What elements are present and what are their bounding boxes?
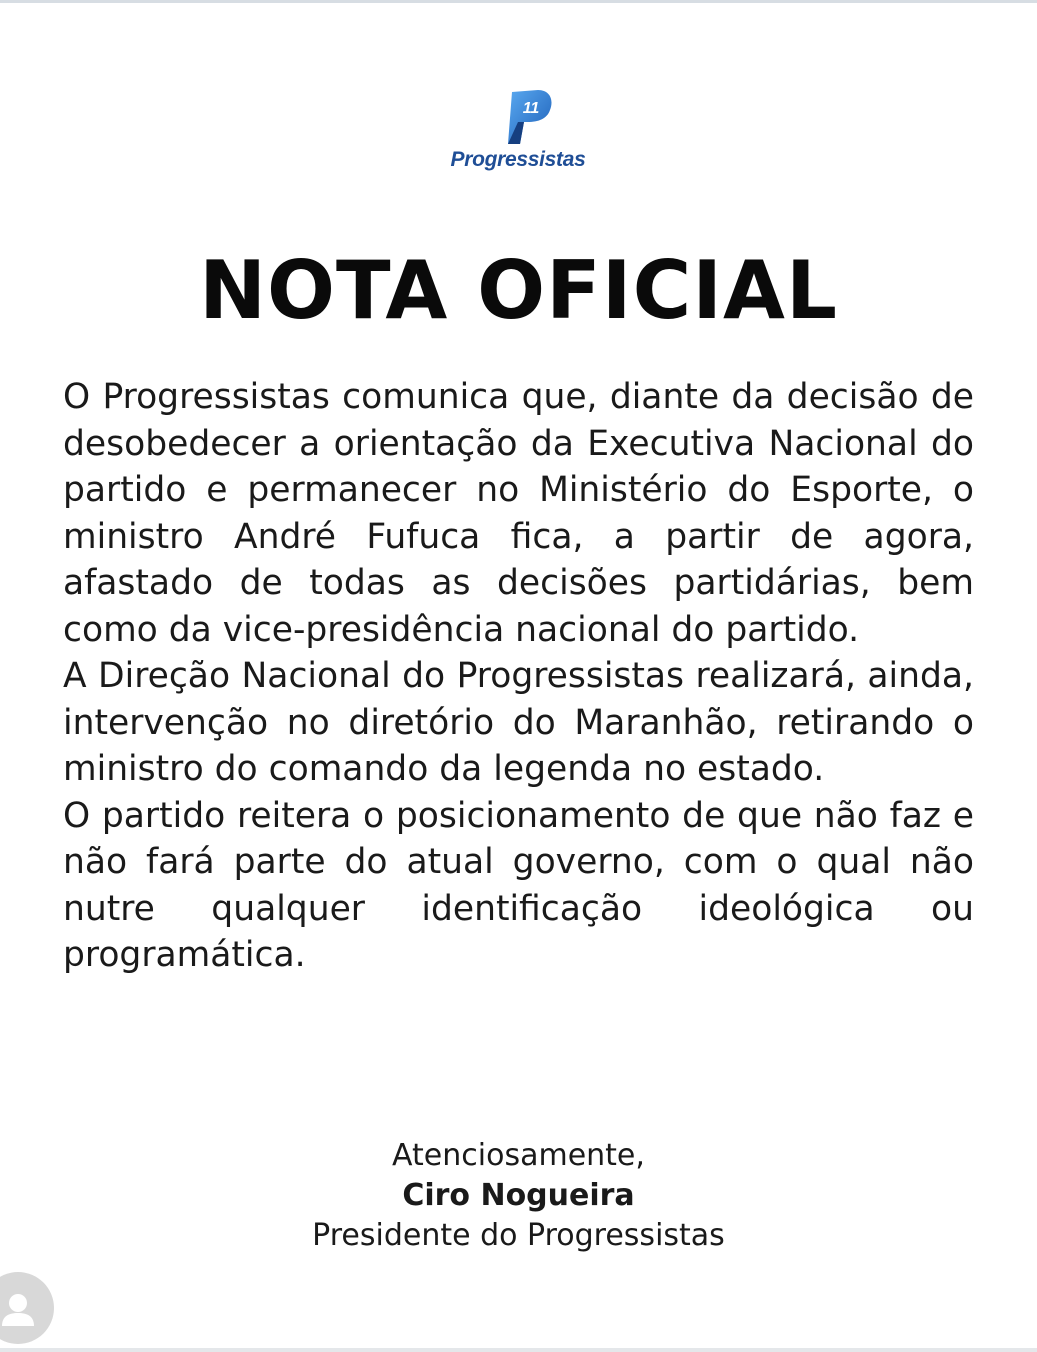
- note-body: [63, 374, 974, 979]
- paragraph-1: O Progressistas comunica que, diante da decisão de desobedecer a orientação da Executiva Nacional do partido e permanecer no Ministério do Esporte, o ministro André Fufuca fica, a partir de agora, afastado de todas as decisões partidárias, bem como da vice-presidência nacional do partido.: [63, 377, 974, 650]
- party-logo: [438, 86, 598, 178]
- avatar[interactable]: [0, 1272, 54, 1344]
- logo-name: Progressistas: [450, 148, 586, 171]
- party-logo-icon: [498, 86, 554, 148]
- paragraph-3: O partido reitera o posicionamento de que não faz e não fará parte do atual governo, com o qual não nutre qualquer identificação ideológica ou programática.: [63, 795, 974, 975]
- person-icon: [0, 1272, 54, 1344]
- bottom-border: [0, 1348, 1037, 1352]
- top-border: [0, 0, 1037, 3]
- page-title: NOTA OFICIAL: [199, 244, 838, 337]
- paragraph-2: A Direção Nacional do Progressistas realizará, ainda, intervenção no diretório do Maranhão, retirando o ministro do comando da legenda no estado.: [63, 656, 974, 789]
- closing: Atenciosamente,: [392, 1138, 645, 1173]
- signature-block: [0, 1136, 1037, 1256]
- signer-role: Presidente do Progressistas: [312, 1218, 725, 1253]
- logo-number: 11: [522, 100, 540, 117]
- signer-name: Ciro Nogueira: [402, 1178, 635, 1213]
